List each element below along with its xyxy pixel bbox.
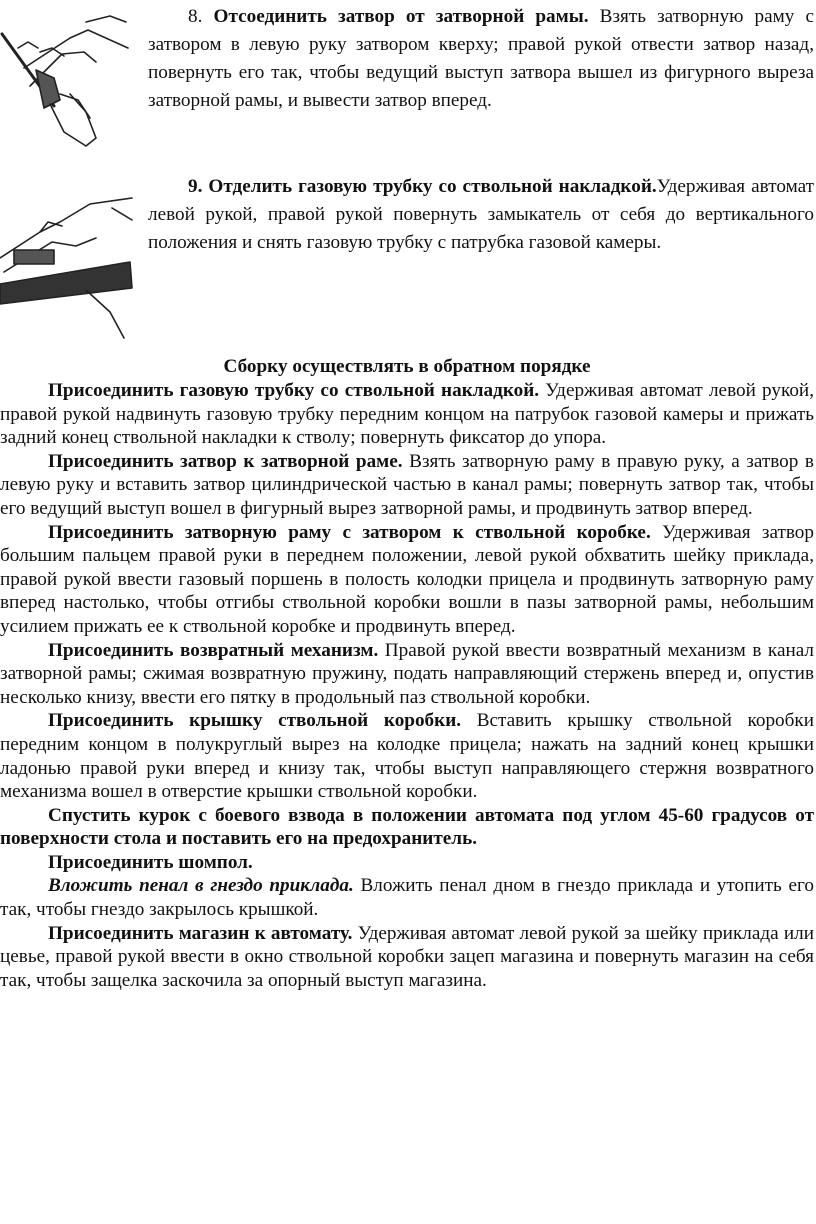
step-9-title: Отделить газовую трубку со ствольной накладкой. xyxy=(208,176,657,197)
step-9-paragraph xyxy=(148,173,814,257)
step-title: Присоединить затворную раму с затвором к ствольной коробке. xyxy=(48,521,651,543)
hands-gas-tube-illustration-icon xyxy=(0,192,140,342)
step-text: Вставить крышку ствольной коробки передним концом в полукруглый вырез на колодке прицела; нажать на задний конец крышки ладонью правой руки вперед и книзу так, чтобы выступ направляющего стержня возвратного механизма вошел в отверстие крышки ствольной коробки. xyxy=(0,710,814,803)
step-9-text: Удерживая автомат левой рукой, правой рукой повернуть замыкатель от себя до вертикального положения и снять газовую трубку с патрубка газовой камеры. xyxy=(148,176,814,253)
step-title: Спустить курок с боевого взвода в положении автомата под углом 45-60 градусов от поверхности стола и поставить его на предохранитель. xyxy=(0,804,814,850)
step-9-number: 9. xyxy=(188,176,203,197)
assembly-step-magazine xyxy=(0,922,814,993)
step-8-text: Взять затворную раму с затвором в левую руку затвором кверху; правой рукой отвести затвор назад, повернуть его так, чтобы ведущий выступ затвора вышел из фигурного выреза затворной рамы, и вывести затвор вперед. xyxy=(148,6,815,111)
assembly-step-hammer-release xyxy=(0,804,814,851)
step-title: Присоединить затвор к затворной раме. xyxy=(48,450,403,472)
assembly-step-bolt-carrier xyxy=(0,521,814,639)
step-text: Удерживая автомат левой рукой, правой рукой надвинуть газовую трубку передним концом на патрубок газовой камеры и прижать задний конец ствольной накладки к стволу; повернуть фиксатор до упора. xyxy=(0,380,815,449)
step-title: Присоединить магазин к автомату. xyxy=(48,922,353,944)
step-text: Вложить пенал дном в гнездо приклада и утопить его так, чтобы гнездо закрылось крышкой. xyxy=(0,875,814,921)
assembly-step-return-mechanism xyxy=(0,639,814,710)
assembly-step-bolt xyxy=(0,450,814,521)
step-8-number: 8. xyxy=(188,6,203,27)
step-title: Присоединить газовую трубку со ствольной накладкой. xyxy=(48,380,540,401)
step-title: Присоединить шомпол. xyxy=(48,851,253,873)
step-8-title: Отсоединить затвор от затворной рамы. xyxy=(213,6,589,27)
step-text: Удерживая автомат левой рукой за шейку приклада или цевье, правой рукой ввести в окно ствольной коробки зацеп магазина и повернуть магазин на себя так, чтобы защелка заскочила за опорный выступ магазина. xyxy=(0,922,814,991)
step-text: Удерживая затвор большим пальцем правой руки в переднем положении, левой рукой обхватить шейку приклада, правой рукой ввести газовый поршень в полость колодки прицела и продвинуть затворную раму вперед настолько, чтобы отгибы ствольной коробки вошли в пазы затворной рамы, небольшим усилием прижать ее к ствольной коробке и продвинуть вперед. xyxy=(0,521,814,637)
assembly-section xyxy=(0,355,814,992)
assembly-step-receiver-cover xyxy=(0,709,814,803)
step-title: Присоединить возвратный механизм. xyxy=(48,639,379,661)
step-title: Присоединить крышку ствольной коробки. xyxy=(48,710,462,732)
hands-bolt-carrier-illustration-icon xyxy=(0,8,140,148)
step-title: Вложить пенал в гнездо приклада. xyxy=(48,875,354,897)
step-8-paragraph xyxy=(148,3,814,115)
assembly-step-cleaning-rod xyxy=(0,851,814,875)
step-text: Взять затворную раму в правую руку, а затвор в левую руку и вставить затвор цилиндрической частью в канал рамы; повернуть затвор так, чтобы его ведущий выступ вошел в фигурный вырез затворной рамы, и продвинуть затвор вперед. xyxy=(0,450,814,519)
step-text: Правой рукой ввести возвратный механизм в канал затворной рамы; сжимая возвратную пружину, подать направляющий стержень вперед и, опустив несколько книзу, ввести его пятку в продольный паз ствольной коробки. xyxy=(0,639,815,708)
assembly-step-kit-case xyxy=(0,874,814,921)
assembly-step-gas-tube xyxy=(0,379,814,450)
assembly-heading: Сборку осуществлять в обратном порядке xyxy=(223,356,591,377)
